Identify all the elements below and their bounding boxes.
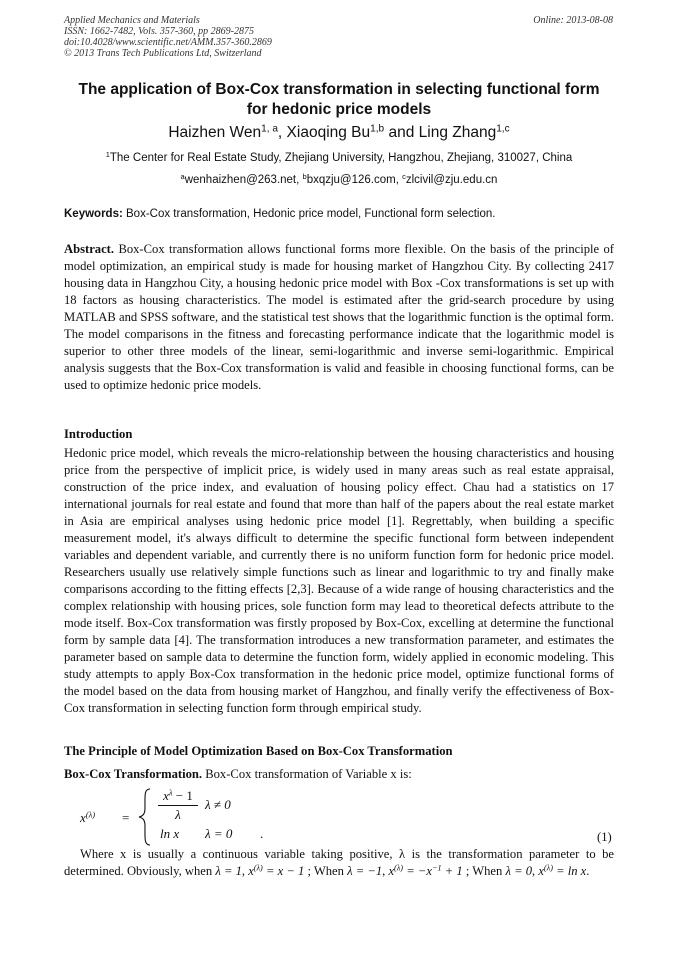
case-a-condition: λ = 1 — [215, 864, 242, 878]
affiliation-text: The Center for Real Estate Study, Zhejiang University, Hangzhou, Zhejiang, 310027, China — [109, 152, 573, 164]
abstract — [64, 241, 614, 394]
equation-lhs — [80, 810, 95, 826]
author-sup: 1,c — [496, 123, 510, 135]
numerator-rest: − 1 — [175, 788, 193, 803]
end-period: . — [586, 864, 590, 878]
numerator-sup: λ — [168, 787, 173, 798]
title-line-1: The application of Box-Cox transformation in selecting functional form — [78, 81, 600, 98]
case-b-rhs-sup: −1 — [431, 863, 442, 873]
introduction-paragraph: Hedonic price model, which reveals the micro-relationship between the housing characteristics and housing price from the perspective of implicit price, is widely used in many areas such as real estate appraisal, construction of the price index, and evaluation of housing policy effect. Chau had a statistics on 17 international journals for real estate and found that more than half of the papers about the real estate market in Asia are empirical analyses using hedonic price model [1]. Regrettably, when building a specific measurement model, it's always difficult to determine the specific functional form between independent variables and dependent variable, and currently there is no uniform function form for hedonic price model. Researchers usually use relatively simple functions such as linear and logarithmic to try and finally make comparisons according to the fitting effects [2,3]. Because of a wide range of housing characteristics and the complex relationship with housing prices, sole function form may lead to theoretical defects attribute to the mode itself. Box-Cox transformation was firstly proposed by Box-Cox, excelling at determine the functional form by sample data [4]. The transformation introduces a new transformation parameter, and estimates the parameter based on sample data to determine the function form, widely applied in economic modeling. This study attempts to apply Box-Cox transformation in the hedonic price model, optimize functional forms of the model based on the data from housing market of Hangzhou, and finally verify the effectiveness of Box-Cox transformation in selecting function form through empirical study. — [64, 446, 614, 715]
numerator-var: x — [163, 788, 169, 803]
case-c-condition: λ = 0 — [505, 864, 533, 878]
email-sup: c — [402, 171, 406, 181]
fraction-denominator: λ — [175, 807, 181, 822]
issn-line: ISSN: 1662-7482, Vols. 357-360, pp 2869-2875 — [64, 26, 254, 37]
email-address: bxqzju@126.com, — [306, 174, 399, 186]
case-a-sup: (λ) — [253, 863, 263, 873]
equation-case-fraction — [158, 788, 198, 823]
where-text: Where x is usually a continuous variable taking positive, λ is the transformation parameter to be determined. Obviously, when — [64, 847, 614, 878]
abstract-text: Box-Cox transformation allows functional forms more flexible. On the basis of the principle of model optimization, an empirical study is made for housing market of Hangzhou City. By collecting 2417 housing data in Hangzhou City, a housing hedonic price model with Box -Cox transformations is set up with 18 factors as housing characteristics. The model is estimated after the grid-search procedure by using MATLAB and SPSS software, and the statistical test shows that the logarithmic function is the optimal form. The model comparisons in the fitness and forecasting performance indicate that the logarithmic model is superior to other three models of the linear, semi-logarithmic and inverse semi-logarithmic. Empirical analysis suggests that the Box-Cox transformation is valid and feasible in choosing functional forms, can be used to optimize hedonic price models. — [64, 242, 614, 392]
case-b-condition: λ = −1 — [347, 864, 383, 878]
equation-sup: (λ) — [85, 809, 96, 820]
fraction-numerator — [158, 788, 198, 806]
case-a-rhs: = x − 1 — [265, 864, 305, 878]
online-date: Online: 2013-08-08 — [533, 15, 613, 26]
email-sup: a — [180, 171, 185, 181]
equation-condition-1: λ ≠ 0 — [205, 797, 231, 812]
case-c-sup: (λ) — [543, 863, 553, 873]
affiliation-sup: 1 — [105, 149, 110, 159]
case-a-var: x — [248, 864, 254, 878]
section-heading-principle: The Principle of Model Optimization Based on Box-Cox Transformation — [64, 744, 453, 758]
keywords-text: Box-Cox transformation, Hedonic price model, Functional form selection. — [126, 208, 496, 220]
author-conjunction: and — [388, 124, 415, 141]
separator-2: ; When — [465, 864, 503, 878]
case-c-var: x — [538, 864, 544, 878]
paper-title — [40, 80, 638, 120]
equation-case-log: ln x — [160, 826, 180, 841]
author-name: Xiaoqing Bu — [286, 124, 371, 141]
author-name: Ling Zhang — [418, 124, 497, 141]
copyright-line: © 2013 Trans Tech Publications Ltd, Switzerland — [64, 48, 262, 59]
case-b-var: x — [388, 864, 395, 878]
equation-var: x — [80, 810, 86, 825]
keywords-label: Keywords: — [64, 208, 123, 220]
author-list: Haizhen Wen$^{1, a}$, Xiaoqing Bu$^{1,b}$ and Ling Zhang$^{1,c}$ — [168, 123, 510, 141]
author-emails — [40, 172, 638, 188]
box-cox-subheading — [64, 766, 614, 783]
journal-name: Applied Mechanics and Materials — [64, 15, 200, 26]
separator-1: ; When — [307, 864, 344, 878]
abstract-label: Abstract. — [64, 242, 115, 256]
box-cox-label: Box-Cox Transformation. — [64, 767, 203, 781]
brace-icon — [138, 788, 152, 846]
equation-condition-2: λ = 0 — [205, 826, 233, 841]
doi-line: doi:10.4028/www.scientific.net/AMM.357-360.2869 — [64, 37, 272, 48]
journal-header — [64, 15, 272, 59]
author-sup: 1,b — [370, 123, 385, 135]
title-line-2: for hedonic price models — [246, 101, 432, 118]
email-sup: b — [302, 171, 307, 181]
equation-period: . — [260, 826, 264, 841]
email-address: wenhaizhen@263.net, — [184, 174, 300, 186]
box-cox-text: Box-Cox transformation of Variable x is: — [205, 767, 412, 781]
case-c-expression — [538, 864, 586, 878]
equation-number: (1) — [597, 830, 612, 844]
equation-equals: = — [122, 810, 130, 825]
section-heading-introduction: Introduction — [64, 427, 133, 441]
case-b-rhs-b: + 1 — [444, 864, 463, 878]
case-c-rhs: = ln x — [556, 864, 587, 878]
case-b-rhs-a: = −x — [406, 864, 432, 878]
case-a-expression — [248, 864, 304, 878]
where-paragraph: Where x is usually a continuous variable taking positive, λ is the transformation parameter to be determined. Obviously, when λ = 1, $x^{(\lambda)} = x - 1$ ; When λ = −1, $x^{(\lambda)} = -x^{-1} + 1$ ; When λ = 0, $x^{(\lambda)} = \ln x$. — [64, 847, 614, 878]
author-sup: 1, a — [261, 123, 278, 135]
keywords — [64, 207, 616, 222]
case-b-expression — [388, 864, 462, 878]
author-name: Haizhen Wen — [168, 124, 262, 141]
affiliation — [40, 150, 638, 166]
equation-1 — [80, 788, 620, 846]
case-b-sup: (λ) — [394, 863, 404, 873]
email-address: zlcivil@zju.edu.cn — [405, 174, 498, 186]
